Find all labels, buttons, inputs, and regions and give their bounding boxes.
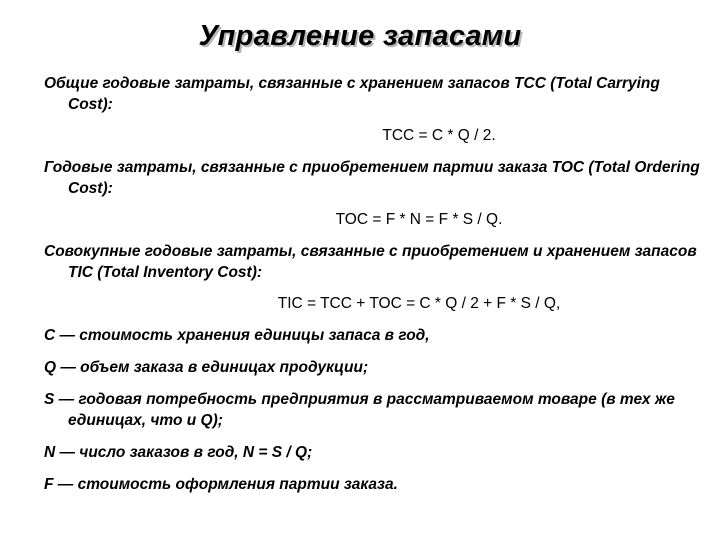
definition-s: S — годовая потребность предприятия в рассматриваемом товаре (в тех же единицах, что и Q); bbox=[44, 391, 675, 429]
paragraph-tic-intro: Совокупные годовые затраты, связанные с приобретением и хранением запасов TIC (Total Inventory Cost): bbox=[44, 243, 697, 281]
formula-tic: TIC = TCC + TOC = C * Q / 2 + F * S / Q, bbox=[277, 295, 561, 312]
formula-toc: TOC = F * N = F * S / Q. bbox=[335, 211, 503, 228]
paragraph-tcc-intro: Общие годовые затраты, связанные с хранением запасов TCC (Total Carrying Cost): bbox=[44, 75, 660, 113]
definition-n: N — число заказов в год, N = S / Q; bbox=[44, 444, 313, 461]
definition-f: F — стоимость оформления партии заказа. bbox=[44, 476, 398, 493]
definition-q: Q — объем заказа в единицах продукции; bbox=[44, 359, 369, 376]
paragraph-toc-intro: Годовые затраты, связанные с приобретением партии заказа TOC (Total Ordering Cost): bbox=[44, 159, 700, 197]
definition-c: C — стоимость хранения единицы запаса в год, bbox=[44, 327, 430, 344]
slide-title: Управление запасами bbox=[198, 20, 522, 52]
slide-body bbox=[44, 73, 704, 506]
formula-tcc: TCC = C * Q / 2. bbox=[382, 127, 496, 144]
